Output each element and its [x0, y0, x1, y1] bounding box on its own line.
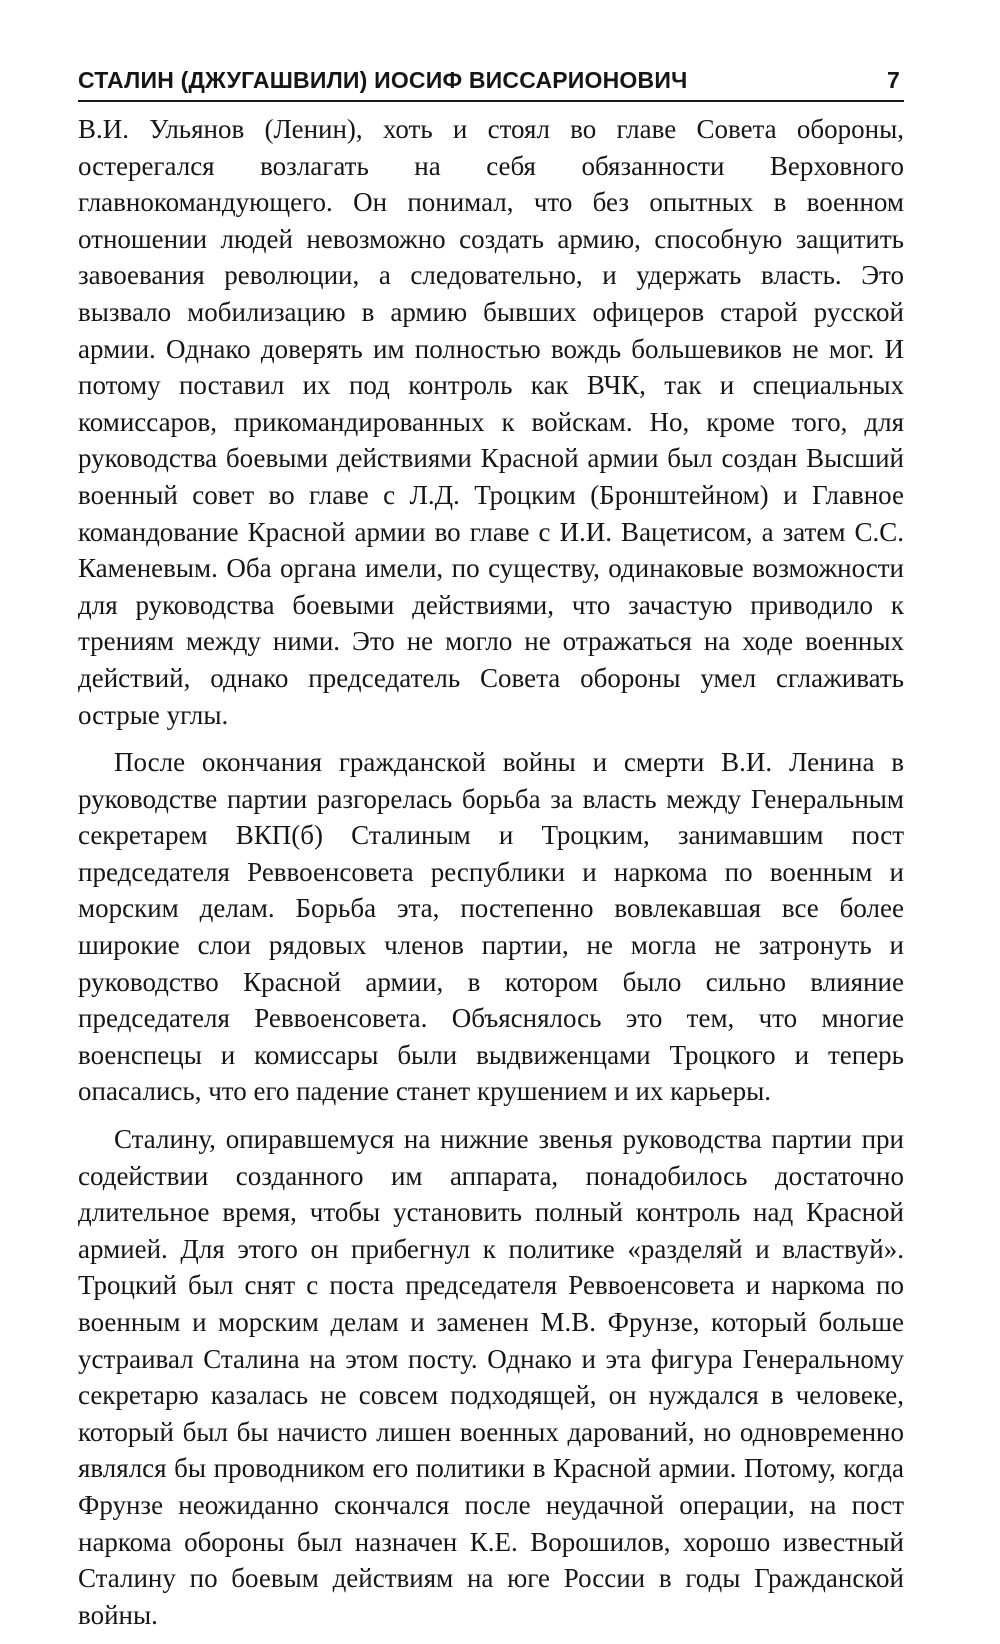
body-text — [78, 111, 904, 1633]
running-header — [78, 64, 904, 102]
paragraph-2: После окончания гражданской войны и смерти В.И. Ленина в руководстве партии разгорелась борьба за власть между Генеральным секретарем ВКП(б) Сталиным и Троцким, занимавшим пост председателя Реввоенсовета республики и наркома по военным и морским делам. Борьба эта, постепенно вовлекавшая все более широкие слои рядовых членов партии, не могла не затронуть и руководство Красной армии, в котором было сильно влияние председателя Реввоенсовета. Объяснялось это тем, что многие военспецы и комиссары были выдвиженцами Троцкого и теперь опасались, что его падение станет крушением и их карьеры. — [78, 747, 904, 1107]
book-page — [78, 64, 904, 1644]
paragraph-3: Сталину, опиравшемуся на нижние звенья руководства партии при содействии созданного им аппарата, понадобилось достаточно длительное время, чтобы установить полный контроль над Красной армией. Для этого он прибегнул к политике «разделяй и властвуй». Троцкий был снят с поста председателя Реввоенсовета и наркома по военным и морским делам и заменен М.В. Фрунзе, который больше устраивал Сталина на этом посту. Однако и эта фигура Генеральному секретарю казалась не совсем подходящей, он нуждался в человеке, который был бы начисто лишен военных дарований, но одновременно являлся бы проводником его политики в Красной армии. Потому, когда Фрунзе неожиданно скончался после неудачной операции, на пост наркома обороны был назначен К.Е. Ворошилов, хорошо известный Сталину по боевым действиям на юге России в годы Гражданской войны. — [78, 1124, 904, 1630]
running-header-title: СТАЛИН (ДЖУГАШВИЛИ) ИОСИФ ВИССАРИОНОВИЧ — [78, 67, 688, 93]
paragraph-1: В.И. Ульянов (Ленин), хоть и стоял во главе Совета обороны, остерегался возлагать на себя обязанности Верховного главнокомандующего. Он понимал, что без опытных в военном отношении людей невозможно создать армию, способную защитить завоевания революции, а следовательно, и удержать власть. Это вызвало мобилизацию в армию бывших офицеров старой русской армии. Однако доверять им полностью вождь большевиков не мог. И потому поставил их под контроль как ВЧК, так и специальных комиссаров, прикомандированных к войскам. Но, кроме того, для руководства боевыми действиями Красной армии был создан Высший военный совет во главе с Л.Д. Троцким (Бронштейном) и Главное командование Красной армии во главе с И.И. Вацетисом, а затем С.С. Каменевым. Оба органа имели, по существу, одинаковые возможности для руководства боевыми действиями, что зачастую приводило к трениям между ними. Это не могло не отражаться на ходе военных действий, однако председатель Совета обороны умел сглаживать острые углы. — [78, 114, 904, 730]
page-number: 7 — [887, 67, 900, 93]
